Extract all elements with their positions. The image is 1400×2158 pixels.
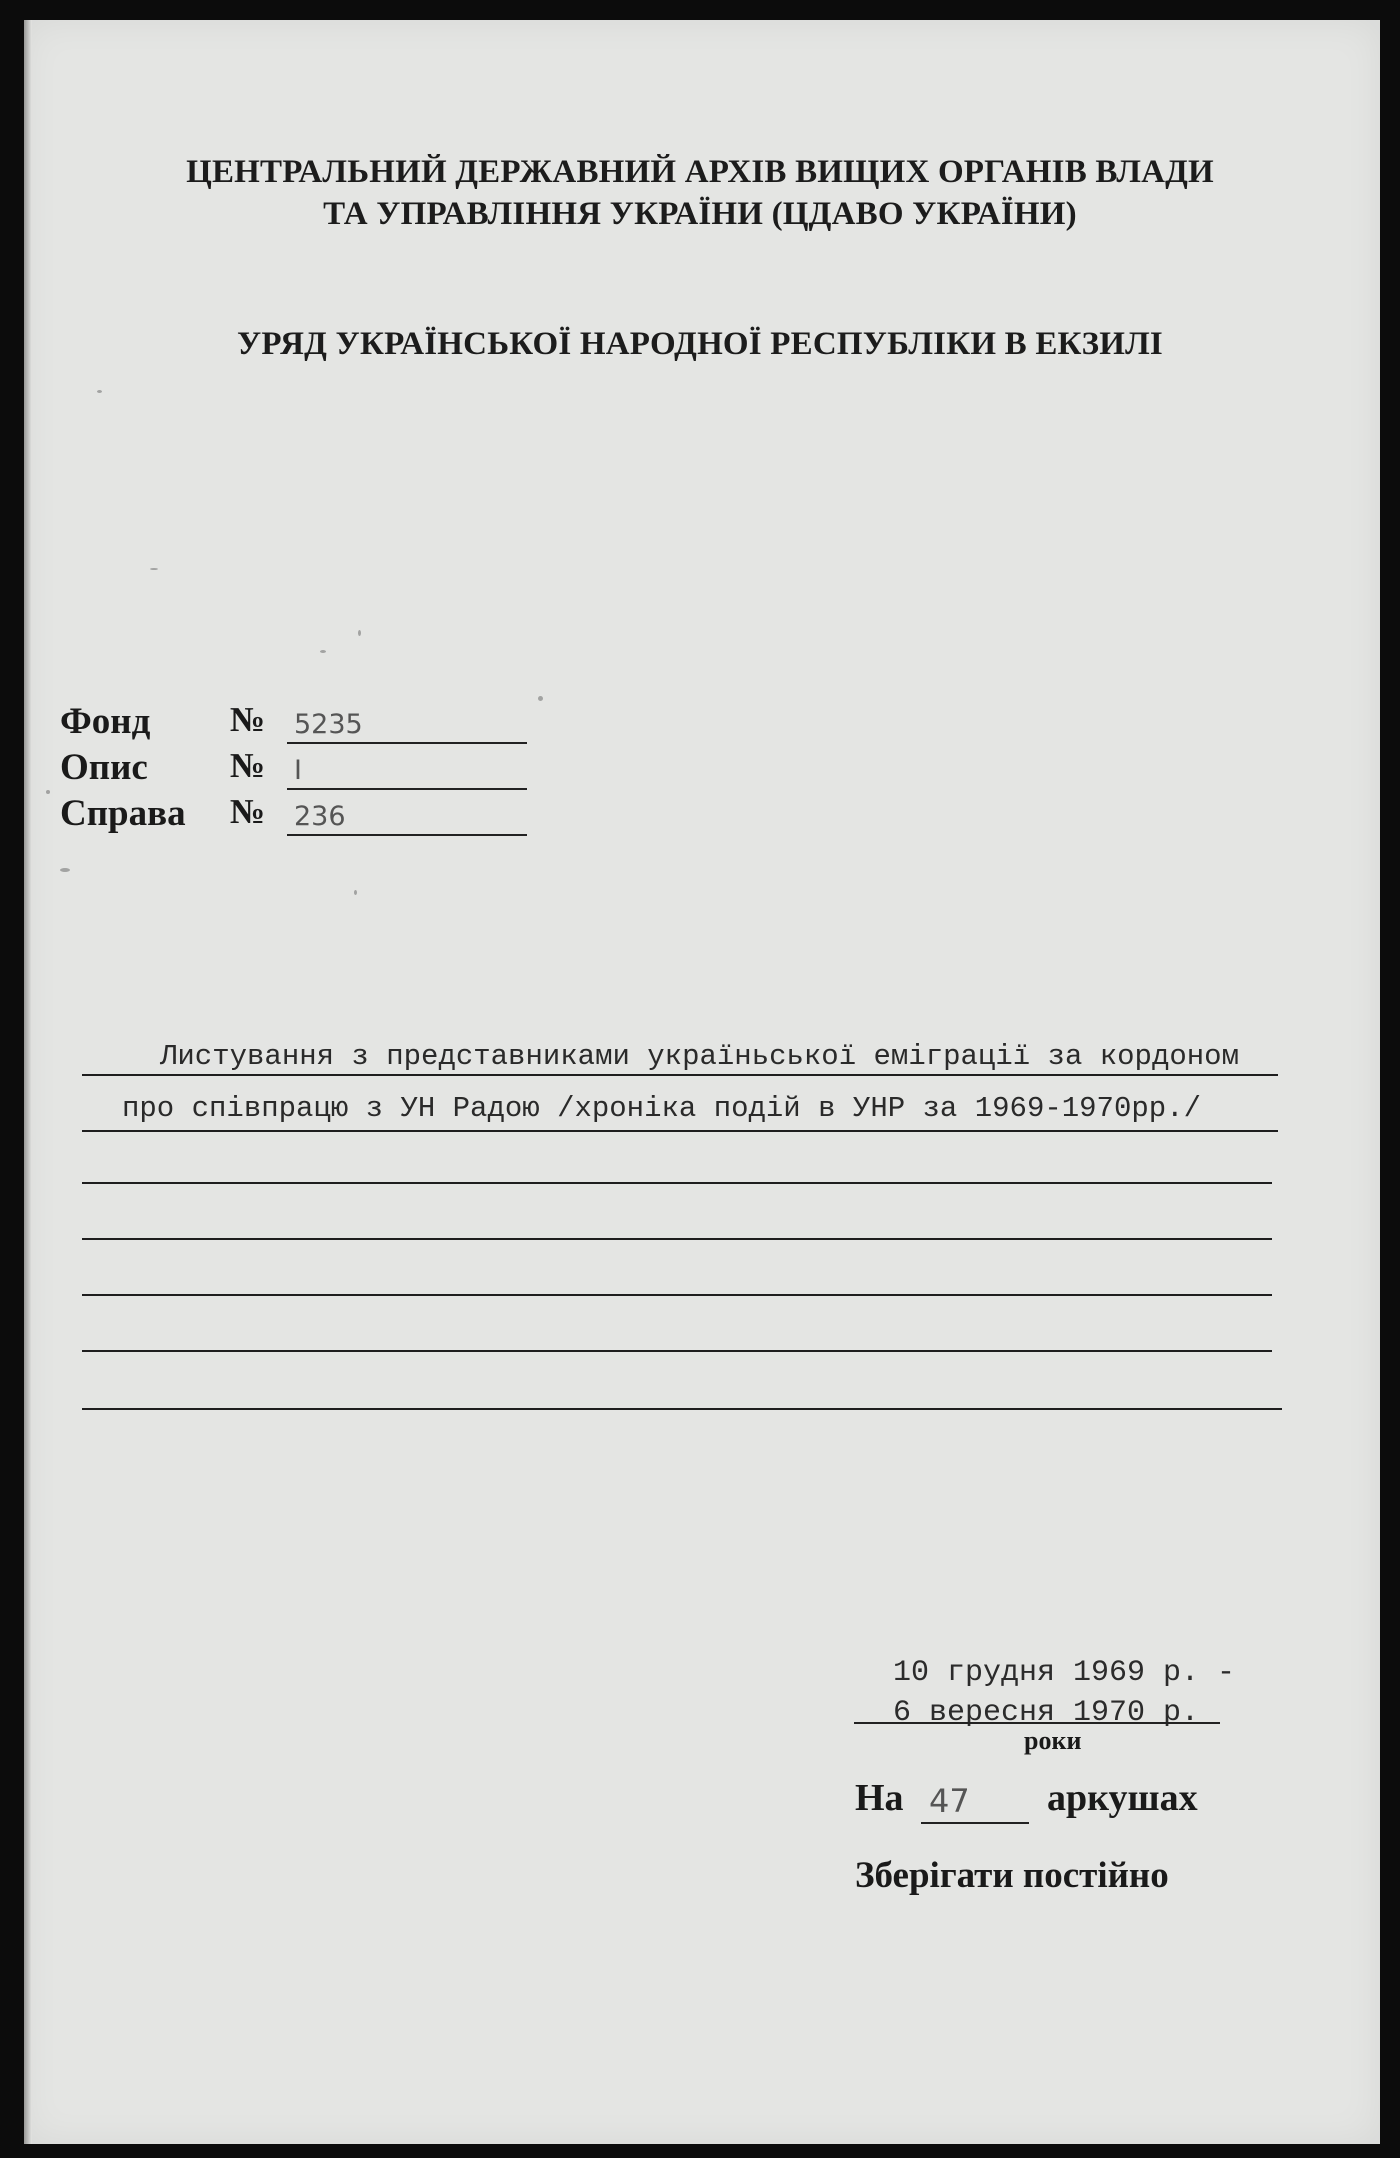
sheets-suffix: аркушах [1047, 1777, 1198, 1819]
title-rule-2 [82, 1130, 1278, 1132]
number-sign: № [230, 700, 266, 739]
fond-field [287, 708, 527, 744]
paper-speck [358, 630, 361, 636]
sheets-count-row [855, 1776, 1275, 1828]
paper-speck [60, 868, 70, 872]
archive-name-line-2: ТА УПРАВЛІННЯ УКРАЇНИ (ЦДАВО УКРАЇНИ) [323, 196, 1077, 232]
opys-field [287, 754, 527, 790]
paper-speck [46, 790, 50, 794]
years-label: роки [1024, 1726, 1082, 1755]
paper-speck [150, 568, 158, 570]
opys-label: Опис [60, 747, 148, 788]
paper-speck [354, 890, 357, 895]
sheets-value: 47 [929, 1782, 970, 1820]
fond-value: 5235 [294, 709, 363, 740]
sheets-field [921, 1782, 1029, 1824]
date-end: 6 вересня 1970 р. [893, 1696, 1200, 1730]
fond-row [60, 700, 580, 742]
retention-note: Зберігати постійно [855, 1855, 1169, 1896]
title-rule-6 [82, 1350, 1272, 1352]
opys-row [60, 746, 580, 788]
opys-value: I [294, 755, 302, 786]
archive-name-line-1: ЦЕНТРАЛЬНИЙ ДЕРЖАВНИЙ АРХІВ ВИЩИХ ОРГАНІВ ВЛАДИ [186, 154, 1214, 190]
title-rule-5 [82, 1294, 1272, 1296]
number-sign: № [230, 746, 266, 785]
paper-speck [97, 390, 102, 393]
title-rule-7 [82, 1408, 1282, 1410]
paper-speck [538, 696, 543, 701]
sprava-value: 236 [294, 801, 346, 832]
fund-name: УРЯД УКРАЇНСЬКОЇ НАРОДНОЇ РЕСПУБЛІКИ В ЕКЗИЛІ [237, 326, 1163, 362]
title-rule-3 [82, 1182, 1272, 1184]
fond-label: Фонд [60, 701, 151, 742]
title-rule-1 [82, 1074, 1278, 1076]
paper-speck [320, 650, 326, 653]
sprava-row [60, 792, 580, 834]
title-rule-4 [82, 1238, 1272, 1240]
number-sign: № [230, 792, 266, 831]
sprava-label: Справа [60, 793, 186, 834]
dates-underline [854, 1722, 1220, 1724]
sheets-prefix: На [855, 1777, 904, 1819]
date-start: 10 грудня 1969 р. - [893, 1656, 1236, 1690]
case-title-line-1: Листування з представниками україньської еміграції за кордоном [160, 1040, 1239, 1073]
case-title-line-2: про співпрацю з УН Радою /хроніка подій в УНР за 1969-1970рр./ [122, 1092, 1201, 1125]
sprava-field [287, 800, 527, 836]
